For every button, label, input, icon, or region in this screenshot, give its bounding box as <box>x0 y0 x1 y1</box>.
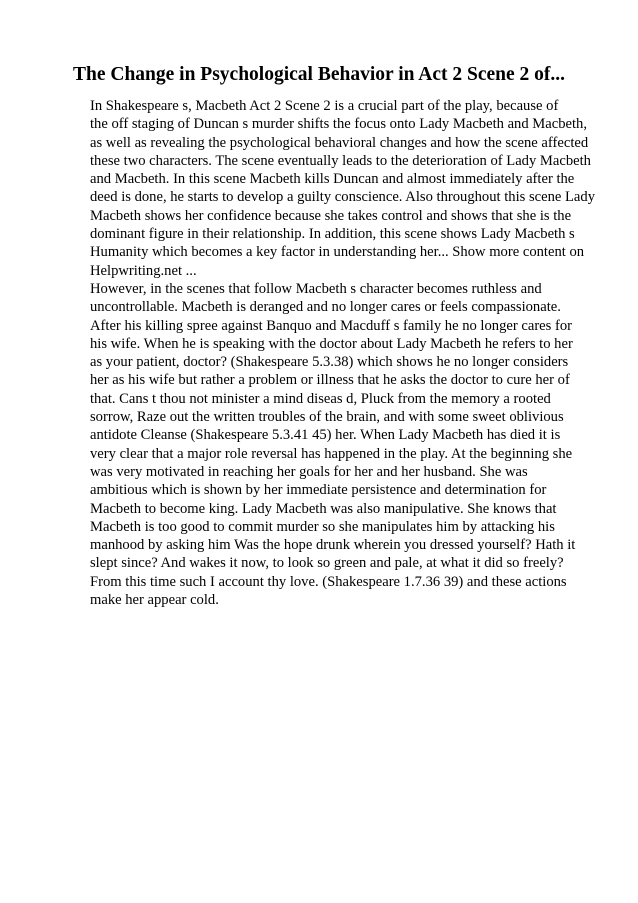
body-line: these two characters. The scene eventually leads to the deterioration of Lady Macbeth <box>90 152 591 169</box>
body-line: In Shakespeare s, Macbeth Act 2 Scene 2 is a crucial part of the play, because of <box>90 98 559 114</box>
body-line: was very motivated in reaching her goals for her and her husband. She was <box>90 463 528 480</box>
body-line: as your patient, doctor? (Shakespeare 5.3.38) which shows he no longer considers <box>90 354 569 371</box>
document-title: The Change in Psychological Behavior in Act 2 Scene 2 of... <box>72 64 566 85</box>
body-line: ambitious which is shown by her immediate persistence and determination for <box>90 482 547 499</box>
body-line: his wife. When he is speaking with the doctor about Lady Macbeth he refers to her <box>90 335 573 352</box>
body-line: sorrow, Raze out the written troubles of the brain, and with some sweet oblivious <box>90 409 564 426</box>
body-line: Macbeth shows her confidence because she takes control and shows that she is the <box>90 207 572 224</box>
body-line: and Macbeth. In this scene Macbeth kills Duncan and almost immediately after the <box>90 171 575 188</box>
body-line: uncontrollable. Macbeth is deranged and no longer cares or feels compassionate. <box>90 299 561 316</box>
document-body <box>90 97 630 609</box>
body-line: Helpwriting.net ... <box>90 262 197 279</box>
body-line: After his killing spree against Banquo and Macduff s family he no longer cares for <box>90 317 572 334</box>
body-line: the off staging of Duncan s murder shifts the focus onto Lady Macbeth and Macbeth, <box>90 116 588 133</box>
body-line: very clear that a major role reversal has happened in the play. At the beginning she <box>90 445 573 462</box>
body-line: antidote Cleanse (Shakespeare 5.3.41 45) her. When Lady Macbeth has died it is <box>90 427 561 444</box>
body-line: that. Cans t thou not minister a mind diseas d, Pluck from the memory a rooted <box>90 390 551 407</box>
body-line: as well as revealing the psychological behavioral changes and how the scene affected <box>90 134 589 151</box>
body-line: However, in the scenes that follow Macbeth s character becomes ruthless and <box>90 280 542 297</box>
body-line: Macbeth is too good to commit murder so she manipulates him by attacking his <box>90 518 555 535</box>
body-line: dominant figure in their relationship. In addition, this scene shows Lady Macbeth s <box>90 226 575 243</box>
body-line: her as his wife but rather a problem or illness that he asks the doctor to cure her of <box>90 372 570 389</box>
body-line: Humanity which becomes a key factor in understanding her... Show more content on <box>90 244 585 261</box>
body-line: manhood by asking him Was the hope drunk wherein you dressed yourself? Hath it <box>90 537 576 554</box>
body-line: From this time such I account thy love. (Shakespeare 1.7.36 39) and these actions <box>90 573 567 590</box>
body-line: make her appear cold. <box>90 592 219 609</box>
body-line: Macbeth to become king. Lady Macbeth was also manipulative. She knows that <box>90 500 557 517</box>
body-line: deed is done, he starts to develop a guilty conscience. Also throughout this scene Lady <box>90 189 595 206</box>
body-line: slept since? And wakes it now, to look so green and pale, at what it did so freely? <box>90 555 564 572</box>
